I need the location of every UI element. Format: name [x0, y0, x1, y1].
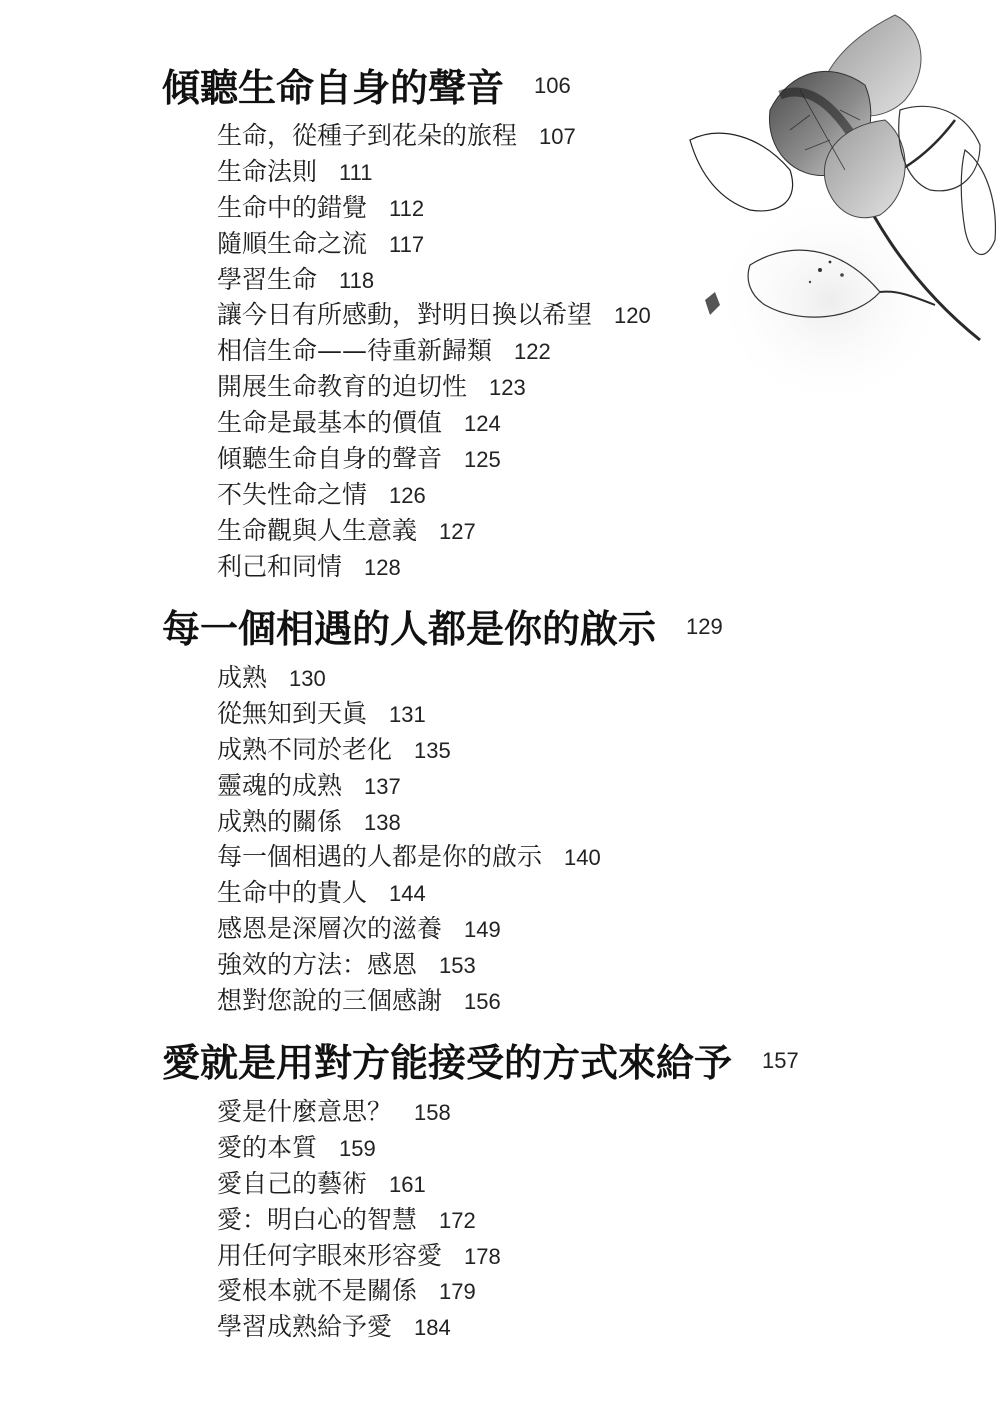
section-title: 傾聽生命自身的聲音 — [162, 65, 505, 110]
entry-title: 開展生命教育的迫切性 — [217, 372, 468, 402]
toc-entry — [217, 768, 601, 804]
entry-page-number: 120 — [614, 303, 651, 329]
toc-entry — [217, 333, 651, 369]
entry-title: 生命中的貴人 — [217, 878, 368, 908]
toc-entry — [217, 947, 601, 983]
watercolor-leaf-branch-icon — [680, 0, 1000, 420]
section-heading — [162, 64, 571, 110]
section-page-number: 129 — [686, 614, 723, 639]
entry-title: 愛是什麼意思？ — [217, 1097, 393, 1126]
entry-title: 不失性命之情 — [217, 479, 368, 509]
entry-title: 成熟不同於老化 — [217, 734, 393, 764]
toc-entry — [217, 839, 601, 875]
entry-page-number: 159 — [339, 1135, 376, 1161]
entry-title: 相信生命——待重新歸類 — [217, 336, 493, 366]
entry-title: 強效的方法：感恩 — [217, 950, 418, 980]
entry-title: 愛自己的藝術 — [217, 1168, 368, 1198]
toc-entry — [217, 262, 651, 298]
toc-entry — [217, 732, 601, 768]
toc-entry — [217, 983, 601, 1019]
entry-list — [217, 1094, 501, 1345]
section-heading — [162, 1039, 799, 1085]
entry-page-number: 127 — [439, 518, 476, 544]
entry-page-number: 111 — [339, 159, 373, 185]
entry-title: 每一個相遇的人都是你的啟示 — [217, 842, 543, 872]
toc-entry — [217, 875, 601, 911]
entry-page-number: 107 — [539, 124, 576, 149]
toc-entry — [217, 696, 601, 732]
toc-entry — [217, 1202, 501, 1238]
entry-title: 利己和同情 — [217, 551, 343, 581]
toc-entry — [217, 513, 651, 549]
entry-title: 傾聽生命自身的聲音 — [217, 444, 443, 474]
entry-page-number: 153 — [439, 953, 476, 979]
toc-entry — [217, 154, 651, 190]
entry-page-number: 179 — [439, 1279, 476, 1305]
toc-entry — [217, 1094, 501, 1130]
entry-page-number: 126 — [389, 482, 426, 508]
entry-page-number: 184 — [414, 1315, 451, 1341]
entry-title: 生命，從種子到花朵的旅程 — [217, 121, 518, 150]
toc-entry — [217, 660, 601, 696]
entry-page-number: 144 — [389, 881, 426, 907]
entry-title: 從無知到天眞 — [217, 698, 368, 728]
entry-page-number: 123 — [489, 375, 526, 401]
entry-title: 學習成熟給予愛 — [217, 1312, 393, 1342]
entry-page-number: 124 — [464, 411, 501, 437]
entry-page-number: 125 — [464, 447, 501, 473]
entry-page-number: 128 — [364, 554, 401, 580]
entry-page-number: 138 — [364, 809, 401, 835]
toc-entry — [217, 1166, 501, 1202]
entry-title: 生命觀與人生意義 — [217, 515, 418, 545]
entry-title: 愛：明白心的智慧 — [217, 1204, 418, 1234]
entry-list — [217, 118, 651, 585]
entry-page-number: 135 — [414, 737, 451, 763]
toc-entry — [217, 118, 651, 154]
section-heading — [162, 605, 723, 651]
toc-entry — [217, 911, 601, 947]
entry-page-number: 149 — [464, 917, 501, 943]
toc-entry — [217, 1309, 501, 1345]
toc-entry — [217, 804, 601, 840]
entry-title: 讓今日有所感動，對明日換以希望 — [217, 300, 593, 330]
section-page-number: 106 — [534, 73, 571, 98]
entry-page-number: 140 — [564, 845, 601, 871]
entry-page-number: 178 — [464, 1243, 501, 1269]
toc-entry — [217, 549, 651, 585]
entry-page-number: 131 — [389, 701, 426, 727]
toc-entry — [217, 441, 651, 477]
entry-title: 靈魂的成熟 — [217, 770, 343, 800]
entry-title: 生命法則 — [217, 156, 318, 186]
toc-entry — [217, 369, 651, 405]
entry-page-number: 122 — [514, 339, 551, 365]
entry-page-number: 112 — [389, 195, 425, 221]
toc-entry — [217, 1238, 501, 1274]
entry-title: 成熟的關係 — [217, 806, 343, 836]
toc-entry — [217, 405, 651, 441]
toc-entry — [217, 1130, 501, 1166]
entry-title: 愛的本質 — [217, 1132, 318, 1162]
toc-entry — [217, 226, 651, 262]
entry-title: 生命是最基本的價值 — [217, 408, 443, 438]
entry-title: 用任何字眼來形容愛 — [217, 1240, 443, 1270]
toc-entry — [217, 477, 651, 513]
entry-page-number: 130 — [289, 666, 326, 691]
entry-title: 生命中的錯覺 — [217, 192, 368, 222]
section-title: 愛就是用對方能接受的方式來給予 — [162, 1040, 733, 1085]
entry-page-number: 172 — [439, 1207, 476, 1233]
entry-page-number: 161 — [389, 1171, 426, 1197]
entry-page-number: 117 — [389, 231, 425, 257]
entry-title: 感恩是深層次的滋養 — [217, 914, 443, 944]
entry-page-number: 156 — [464, 989, 501, 1015]
section-page-number: 157 — [762, 1048, 799, 1073]
entry-title: 想對您說的三個感謝 — [217, 986, 443, 1016]
entry-title: 學習生命 — [217, 264, 318, 294]
toc-entry — [217, 1273, 501, 1309]
entry-list — [217, 660, 601, 1019]
toc-entry — [217, 297, 651, 333]
section-title: 每一個相遇的人都是你的啟示 — [162, 606, 657, 651]
entry-page-number: 118 — [339, 267, 375, 293]
entry-page-number: 137 — [364, 773, 401, 799]
toc-entry — [217, 190, 651, 226]
entry-title: 成熟 — [217, 663, 268, 692]
entry-title: 隨順生命之流 — [217, 228, 368, 258]
entry-title: 愛根本就不是關係 — [217, 1276, 418, 1306]
entry-page-number: 158 — [414, 1100, 451, 1125]
